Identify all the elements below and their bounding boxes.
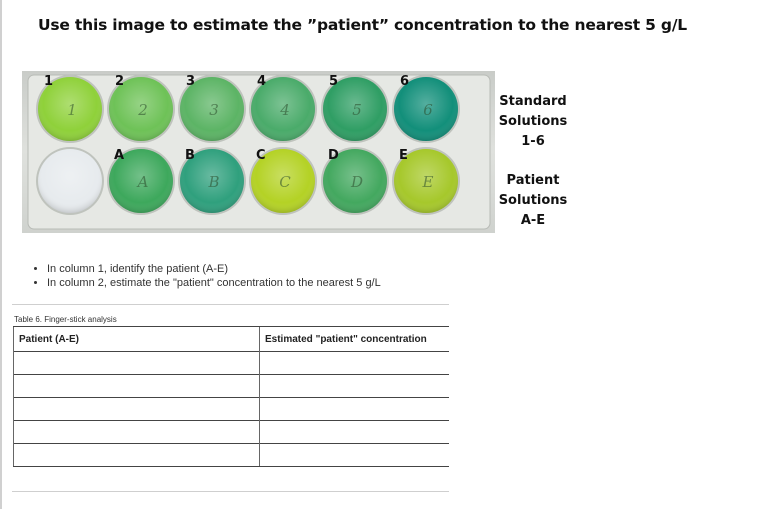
standard-label-line-1: Standard <box>499 94 567 109</box>
patient-letter-label: C <box>256 148 266 163</box>
divider <box>12 304 449 305</box>
patient-cell[interactable] <box>14 352 260 375</box>
patient-letter-label: D <box>328 148 339 163</box>
patient-well-shade <box>38 149 102 213</box>
patient-cell[interactable] <box>14 375 260 398</box>
handwritten-well-mark: E <box>422 173 434 191</box>
handwritten-well-mark: 2 <box>138 101 148 119</box>
patient-letter-label: B <box>185 148 195 163</box>
patient-cell[interactable] <box>14 398 260 421</box>
instruction-list <box>30 262 381 290</box>
table-row <box>14 398 450 421</box>
header-patient: Patient (A-E) <box>14 327 260 352</box>
concentration-cell[interactable] <box>260 375 450 398</box>
standard-number-label: 4 <box>257 74 267 89</box>
standard-number-label: 5 <box>329 74 339 89</box>
standard-label-line-2: Solutions <box>498 114 568 129</box>
handwritten-well-mark: 4 <box>280 101 290 119</box>
header-concentration: Estimated "patient" concentration <box>260 327 450 352</box>
instruction-item: • In column 1, identify the patient (A-E) <box>47 262 381 276</box>
handwritten-well-mark: D <box>350 173 364 191</box>
concentration-cell[interactable] <box>260 352 450 375</box>
patient-cell[interactable] <box>14 444 260 467</box>
table-row <box>14 444 450 467</box>
well-plate-photo <box>22 71 495 233</box>
patient-label-line-1: Patient <box>506 173 560 188</box>
handwritten-well-mark: B <box>208 173 220 191</box>
table-row <box>14 421 450 444</box>
patient-cell[interactable] <box>14 421 260 444</box>
handwritten-well-mark: 5 <box>352 101 362 119</box>
page-title: Use this image to estimate the ”patient” concentration to the nearest 5 g/L <box>38 16 687 34</box>
table-header-row <box>14 327 450 352</box>
patient-letter-label: E <box>399 148 408 163</box>
patient-letter-label: A <box>114 148 125 163</box>
handwritten-well-mark: 6 <box>423 101 433 119</box>
standard-number-label: 3 <box>186 74 196 89</box>
table-caption: Table 6. Finger-stick analysis <box>14 315 117 324</box>
standard-label-line-3: 1-6 <box>521 134 545 149</box>
handwritten-well-mark: C <box>279 173 291 191</box>
concentration-cell[interactable] <box>260 398 450 421</box>
standard-number-label: 1 <box>44 74 54 89</box>
side-labels <box>497 92 569 231</box>
concentration-cell[interactable] <box>260 444 450 467</box>
standard-number-label: 6 <box>400 74 410 89</box>
patient-label-line-3: A-E <box>520 213 546 228</box>
patient-label-line-2: Solutions <box>498 193 568 208</box>
handwritten-well-mark: 3 <box>209 101 219 119</box>
divider <box>12 491 449 492</box>
standard-number-label: 2 <box>115 74 125 89</box>
page-left-border <box>0 0 2 509</box>
handwritten-well-mark: 1 <box>67 101 77 119</box>
finger-stick-table <box>13 326 449 467</box>
concentration-cell[interactable] <box>260 421 450 444</box>
instruction-item: • In column 2, estimate the "patient" concentration to the nearest 5 g/L <box>47 276 381 290</box>
table-row <box>14 352 450 375</box>
handwritten-well-mark: A <box>137 173 149 191</box>
table-row <box>14 375 450 398</box>
